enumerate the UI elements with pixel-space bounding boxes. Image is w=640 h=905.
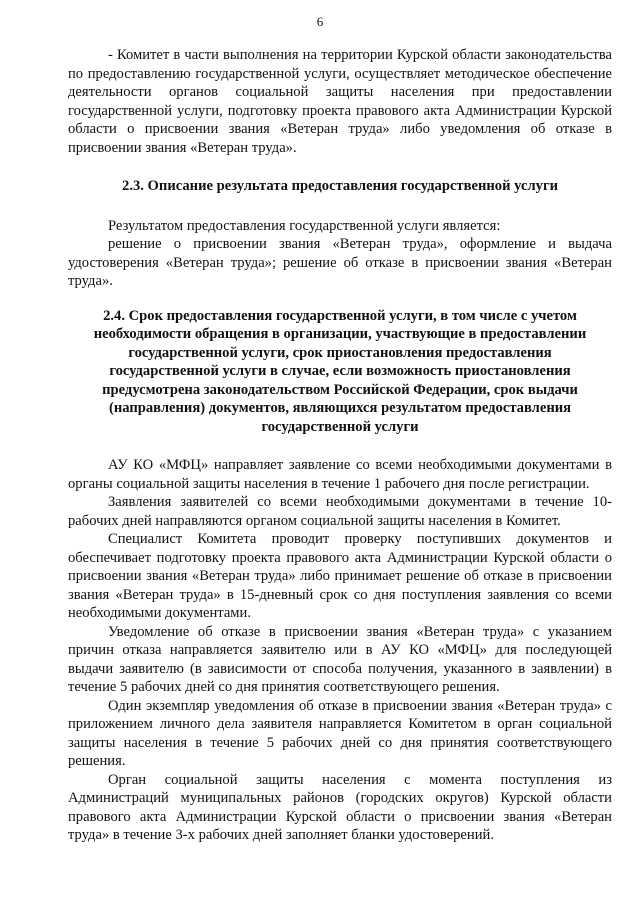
paragraph-result-intro: Результатом предоставления государственной услуги является: — [108, 217, 501, 234]
paragraph-refusal-copy: Один экземпляр уведомления об отказе в присвоении звания «Ветеран труда» с приложением личного дела заявителя направляется Комитетом в орган социальной защиты населения в течение 5 рабочих дней со дня принятия соответствующего решения. — [68, 697, 612, 769]
paragraph-result-detail: решение о присвоении звания «Ветеран труда», оформление и выдача удостоверения «Ветеран труда»; решение об отказе в присвоении звания «Ветеран труда». — [68, 236, 612, 289]
paragraph-refusal-notice: Уведомление об отказе в присвоении звания «Ветеран труда» с указанием причин отказа направляется заявителю или в АУ КО «МФЦ» для последующей выдачи заявителю (в зависимости от способа получения, указанного в заявлении) в течение 5 рабочих дней со дня принятия соответствующего решения. — [68, 623, 612, 695]
paragraph-certificate-forms: Орган социальной защиты населения с момента поступления из Администраций муниципальных районов (городских округов) Курской области правового акта Администрации Курской области о присвоении звания «Ветеран труда» в течение 3-х рабочих дней заполняет бланки удостоверений. — [68, 771, 612, 843]
section-heading-2-4: 2.4. Срок предоставления государственной услуги, в том числе с учетом необходимости обращения в организации, участвующие в предоставлении государственной услуги, срок приостановления предоставления государственной услуги в случае, если возможность приостановления предусмотрена законодательством Российской Федерации, срок выдачи (направления) документов, являющихся результатом предоставления государственной услуги — [93, 307, 587, 435]
paragraph-committee-duties: - Комитет в части выполнения на территории Курской области законодательства по предоставлению государственной услуги, осуществляет методическое обеспечение деятельности органов социальной защиты населения при предоставлении государственной услуги, подготовку проекта правового акта Администрации Курской области о присвоении звания «Ветеран труда» либо уведомления об отказе в присвоении звания «Ветеран труда». — [68, 47, 612, 156]
paragraph-committee-review: Специалист Комитета проводит проверку поступивших документов и обеспечивает подготовку проекта правового акта Администрации Курской области о присвоении звания «Ветеран труда» либо принимает решение об отказе в присвоении звания «Ветеран труда» в 15-дневный срок со дня поступления заявления со всеми необходимыми документами. — [68, 531, 612, 621]
page-number: 6 — [316, 14, 324, 29]
section-heading-2-3: 2.3. Описание результата предоставления государственной услуги — [122, 178, 558, 194]
paragraph-mfc-forwarding: АУ КО «МФЦ» направляет заявление со всеми необходимыми документами в органы социальной защиты населения в течение 1 рабочего дня после регистрации. — [68, 457, 612, 492]
paragraph-applications-timeline: Заявления заявителей со всеми необходимыми документами в течение 10-рабочих дней направляются органом социальной защиты населения в Комитет. — [68, 494, 612, 529]
